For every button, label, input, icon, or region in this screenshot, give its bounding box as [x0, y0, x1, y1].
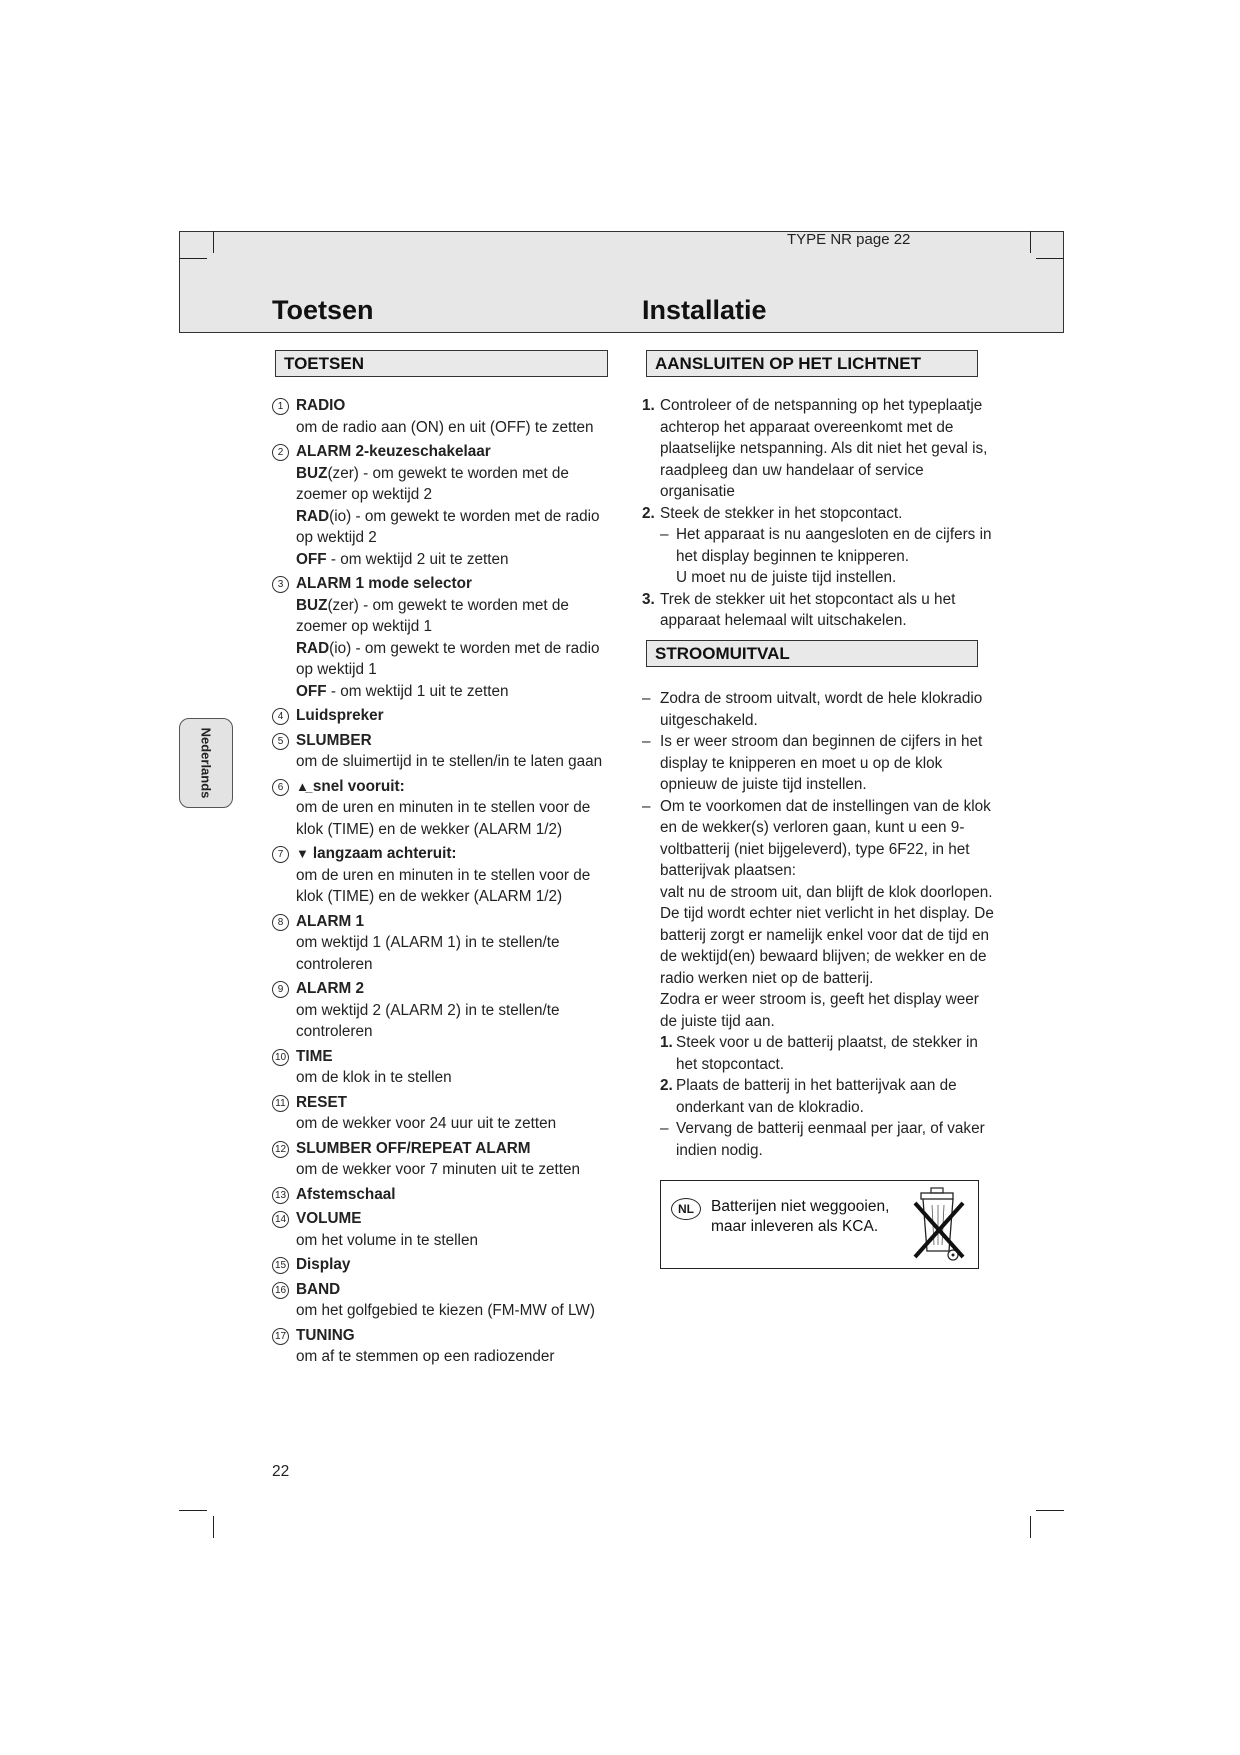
crop-mark [213, 1516, 214, 1538]
item-number-badge: 17 [272, 1328, 289, 1345]
page-number: 22 [272, 1463, 290, 1480]
list-item [642, 503, 997, 525]
bullet-text: Zodra er weer stroom is, geeft het display weer de juiste tijd aan. [660, 991, 979, 1030]
crop-mark [179, 258, 207, 259]
list-item [272, 1254, 617, 1276]
item-number-badge: 1 [272, 398, 289, 415]
item-number-badge: 3 [272, 576, 289, 593]
item-description: om wektijd 1 (ALARM 1) in te stellen/te controleren [296, 934, 560, 973]
option-code: BUZ [296, 464, 328, 482]
list-item: – Vervang de batterij eenmaal per jaar, of vaker indien nodig. [660, 1120, 985, 1159]
option-text: - om wektijd 1 uit te zetten [326, 682, 509, 700]
crop-mark [1030, 1516, 1031, 1538]
list-item: – Zodra de stroom uitvalt, wordt de hele klokradio uitgeschakeld. [642, 690, 983, 729]
item-title-text: snel vooruit: [312, 777, 405, 795]
crop-mark [213, 231, 214, 253]
item-option [296, 549, 617, 571]
item-title [296, 1092, 617, 1114]
item-number-badge: 12 [272, 1141, 289, 1158]
list-item [642, 589, 997, 632]
item-title [296, 730, 617, 752]
item-title-text: SLUMBER OFF/REPEAT ALARM [296, 1139, 531, 1157]
battery-disposal-notice [660, 1180, 979, 1269]
item-description: om de wekker voor 7 minuten uit te zetten [296, 1161, 580, 1178]
item-title [296, 705, 617, 727]
item-description: om het volume in te stellen [296, 1231, 478, 1249]
list-item [642, 1032, 997, 1075]
list-item [642, 395, 997, 503]
bullet-text: Om te voorkomen dat de instellingen van de klok en de wekker(s) verloren gaan, kunt u een 9-voltbatterij (niet bijgeleverd), type 6F22, in het batterijvak plaatsen: [660, 797, 991, 879]
list-item [272, 1184, 617, 1206]
item-title [296, 1184, 617, 1206]
nl-badge: NL [671, 1198, 701, 1220]
item-description: om af te stemmen op een radiozender [296, 1348, 555, 1365]
item-number-badge: 7 [272, 846, 289, 863]
crop-mark [179, 1510, 207, 1511]
arrow-down-icon: ▼ [296, 846, 309, 861]
option-code: OFF [296, 550, 327, 568]
list-item [272, 441, 617, 570]
crop-mark [1036, 1510, 1064, 1511]
list-item [272, 730, 617, 773]
notice-text [711, 1197, 889, 1237]
stroomuitval-list [642, 688, 997, 1161]
step-number: 2. [642, 504, 655, 522]
step-subtext: Het apparaat is nu aangesloten en de cijfers in het display beginnen te knipperen. [676, 526, 992, 565]
crop-mark [1036, 258, 1064, 259]
item-description: om wektijd 2 (ALARM 2) in te stellen/te controleren [296, 1001, 560, 1040]
item-number-badge: 14 [272, 1211, 289, 1228]
section-heading-toetsen: TOETSEN [275, 350, 608, 377]
item-title [296, 1046, 617, 1068]
item-option [296, 681, 617, 703]
type-nr-label: TYPE NR page 22 [787, 231, 911, 248]
list-item [272, 776, 617, 841]
option-code: RAD [296, 639, 330, 657]
notice-line: maar inleveren als KCA. [711, 1218, 879, 1235]
option-text: (io) - om gewekt te worden met de radio op wektijd 1 [296, 639, 600, 678]
item-title-text: Display [296, 1256, 351, 1273]
option-code: BUZ [296, 596, 328, 614]
item-description: om de klok in te stellen [296, 1069, 452, 1086]
list-item [272, 573, 617, 702]
list-item [272, 395, 617, 438]
item-number-badge: 11 [272, 1095, 289, 1112]
list-item [272, 843, 617, 908]
list-item [272, 1325, 617, 1368]
step-number: 1. [660, 1034, 673, 1051]
item-title-text: RADIO [296, 397, 346, 414]
notice-line: Batterijen niet weggooien, [711, 1198, 890, 1215]
item-number-badge: 13 [272, 1187, 289, 1204]
bullet-text: Zodra de stroom uitvalt, wordt de hele klokradio uitgeschakeld. [660, 690, 983, 729]
bullet-text: valt nu de stroom uit, dan blijft de klok doorlopen. De tijd wordt echter niet verlicht in het display. De batterij zorgt er namelijk enkel voor dat de tijd en de wektijd(en) bewaard blijven; de wekker en de radio werken niet op de batterij. [660, 883, 994, 987]
item-description: om de wekker voor 24 uur uit te zetten [296, 1115, 557, 1132]
item-title [296, 1325, 617, 1347]
list-item: – Het apparaat is nu aangesloten en de cijfers in het display beginnen te knipperen. U moet nu de juiste tijd instellen. [660, 526, 992, 586]
language-tab [179, 718, 233, 808]
item-description: om de uren en minuten in te stellen voor de klok (TIME) en de wekker (ALARM 1/2) [296, 799, 591, 838]
step-text: Controleer of de netspanning op het typeplaatje achterop het apparaat overeenkomt met de plaatselijke netspanning. Als dit niet het geval is, raadpleeg dan uw handelaar of service organisatie [660, 397, 988, 500]
item-number-badge: 16 [272, 1282, 289, 1299]
item-number-badge: 15 [272, 1257, 289, 1274]
option-text: - om wektijd 2 uit te zetten [326, 550, 509, 568]
step-text: Steek voor u de batterij plaatst, de stekker in het stopcontact. [676, 1034, 978, 1073]
item-description: om de radio aan (ON) en uit (OFF) te zetten [296, 418, 594, 436]
list-item [272, 1046, 617, 1089]
item-title-text: langzaam achteruit: [312, 845, 457, 862]
section-heading-stroomuitval: STROOMUITVAL [646, 640, 978, 667]
arrow-up-icon: ▲̲ [296, 778, 309, 794]
item-title-text: RESET [296, 1093, 347, 1111]
option-text: (zer) - om gewekt te worden met de zoemer op wektijd 2 [296, 464, 569, 503]
list-item [272, 1138, 617, 1181]
item-title [296, 1254, 617, 1276]
item-title-text: TUNING [296, 1326, 355, 1344]
item-title-text: VOLUME [296, 1210, 362, 1227]
option-text: (zer) - om gewekt te worden met de zoemer op wektijd 1 [296, 596, 569, 635]
item-number-badge: 9 [272, 981, 289, 998]
item-number-badge: 6 [272, 779, 289, 796]
step-number: 3. [642, 590, 655, 608]
item-number-badge: 10 [272, 1049, 289, 1066]
item-title [296, 776, 617, 798]
step-text: Plaats de batterij in het batterijvak aan de onderkant van de klokradio. [676, 1077, 957, 1116]
crossed-bin-icon [909, 1185, 969, 1265]
item-title-text: TIME [296, 1047, 333, 1065]
item-option [296, 506, 617, 549]
item-title [296, 1208, 617, 1230]
aansluiten-steps [642, 395, 997, 632]
item-number-badge: 2 [272, 444, 289, 461]
list-item [272, 978, 617, 1043]
page-title-toetsen: Toetsen [272, 295, 374, 325]
option-code: OFF [296, 682, 327, 700]
step-number: 1. [642, 397, 655, 414]
item-description: om de uren en minuten in te stellen voor de klok (TIME) en de wekker (ALARM 1/2) [296, 866, 591, 905]
bullet-text: Is er weer stroom dan beginnen de cijfers in het display te knipperen en moet u op de klok opnieuw de juiste tijd instellen. [660, 733, 983, 793]
option-code: RAD [296, 507, 330, 525]
item-title [296, 911, 617, 933]
list-item: – Om te voorkomen dat de instellingen van de klok en de wekker(s) verloren gaan, kunt u een 9-voltbatterij (niet bijgeleverd), type 6F22, in het batterijvak plaatsen: valt nu de stroom uit, dan blijft de klok doorlopen. De tijd wordt echter niet verlicht in het display. De batterij zorgt er namelijk enkel voor dat de tijd en de wektijd(en) bewaard blijven; de wekker en de radio werken niet op de batterij. Zodra er weer stroom is, geeft het display weer de juiste tijd aan. [642, 797, 994, 1030]
list-item [272, 705, 617, 727]
item-option [296, 638, 617, 681]
step-number: 2. [660, 1077, 673, 1094]
language-tab-label: Nederlands [198, 727, 214, 799]
item-title-text: ALARM 2-keuzeschakelaar [296, 443, 491, 460]
item-title [296, 978, 617, 1000]
item-title [296, 573, 617, 595]
item-description: om het golfgebied te kiezen (FM-MW of LW) [296, 1302, 595, 1319]
step-text: Trek de stekker uit het stopcontact als u het apparaat helemaal wilt uitschakelen. [660, 590, 956, 629]
crop-mark [1030, 231, 1031, 253]
list-item [272, 1279, 617, 1322]
list-item [272, 1092, 617, 1135]
step-text: Steek de stekker in het stopcontact. [660, 504, 903, 522]
item-title-text: ALARM 1 [296, 912, 364, 930]
item-title [296, 1138, 617, 1160]
item-title [296, 395, 617, 417]
item-title-text: Luidspreker [296, 707, 384, 724]
step-subtext: U moet nu de juiste tijd instellen. [676, 569, 897, 586]
item-title-text: SLUMBER [296, 731, 372, 749]
item-title [296, 843, 617, 865]
list-item: – Is er weer stroom dan beginnen de cijfers in het display te knipperen en moet u op de klok opnieuw de juiste tijd instellen. [642, 733, 983, 793]
item-title [296, 441, 617, 463]
item-number-badge: 4 [272, 708, 289, 725]
item-title-text: BAND [296, 1280, 341, 1298]
toetsen-list [272, 395, 617, 1368]
item-option [296, 463, 617, 506]
item-title-text: ALARM 1 mode selector [296, 575, 472, 592]
item-option [296, 595, 617, 638]
list-item [272, 911, 617, 976]
item-number-badge: 5 [272, 733, 289, 750]
page-title-installatie: Installatie [642, 295, 767, 325]
list-item [272, 1208, 617, 1251]
step-text: Vervang de batterij eenmaal per jaar, of vaker indien nodig. [676, 1120, 985, 1159]
item-title-text: Afstemschaal [296, 1185, 396, 1203]
list-item [642, 1075, 997, 1118]
item-title-text: ALARM 2 [296, 980, 364, 997]
option-text: (io) - om gewekt te worden met de radio op wektijd 2 [296, 507, 600, 546]
item-title [296, 1279, 617, 1301]
section-heading-aansluiten: AANSLUITEN OP HET LICHTNET [646, 350, 978, 377]
item-number-badge: 8 [272, 914, 289, 931]
item-description: om de sluimertijd in te stellen/in te laten gaan [296, 753, 603, 770]
